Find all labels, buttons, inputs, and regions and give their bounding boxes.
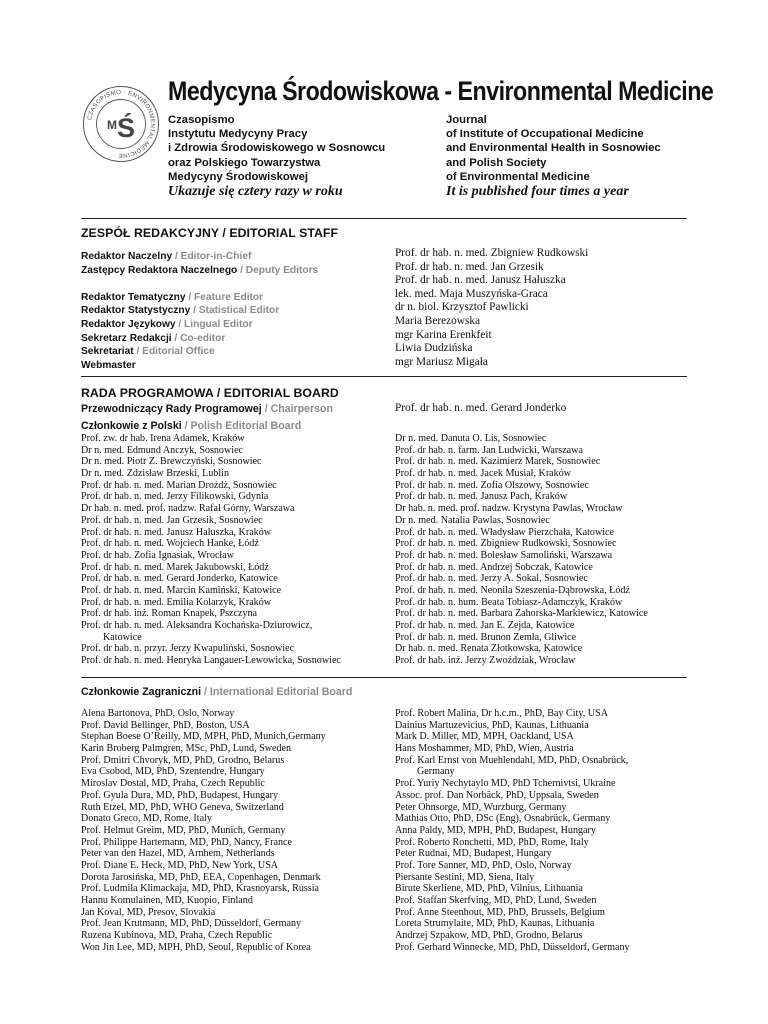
intl-label-pl: Członkowie Zagraniczni [81,686,202,698]
member-entry: Prof. zw. dr hab. Irena Adamek, Kraków [81,433,245,444]
svg-text:CZASOPISMO · ENVIRONMENTAL MED: CZASOPISMO · ENVIRONMENTAL MEDICINE · [86,88,157,160]
member-entry: Prof. dr hab. n. med. Jan Grzesik, Sosnowiec [81,514,263,526]
role-pl: Zastępcy Redaktora Naczelnego [81,264,238,276]
member-entry: Dr n. med. Danuta O. Lis, Sosnowiec [395,433,547,444]
member-entry: Prof. dr hab. n. med. Marek Jakubowski, Łódź [81,561,269,573]
member-entry: Prof. dr hab. n. med. Aleksandra Kochańska-Dziurowicz, [81,620,313,631]
staff-person: Prof. dr hab. n. med. Zbigniew Rudkowski [395,247,589,259]
editorial-board-heading: RADA PROGRAMOWA / EDITORIAL BOARD [81,386,339,400]
member-entry: Hans Moshammer, MD, PhD, Wien, Austria [395,743,574,755]
header-en-line: of Environmental Medicine [446,170,590,183]
member-entry: Prof. Jean Krutmann, MD, PhD, Düsseldorf, Germany [81,918,302,930]
member-entry: Won Jin Lee, MD, MPH, PhD, Seoul, Republic of Korea [81,941,311,953]
role-pl: Redaktor Naczelny [81,251,173,262]
member-entry: Prof. dr hab. n. przyr. Jerzy Kwapuliński, Sosnowiec [81,643,295,655]
member-entry: Prof. Anne Steenhout, MD, PhD, Brussels, Belgium [395,906,606,918]
member-entry: Assoc. prof. Dan Norbäck, PhD, Uppsala, Sweden [395,789,599,801]
role-en: / Deputy Editors [237,264,319,276]
staff-person: Prof. dr hab. n. med. Jan Grzesik [395,260,544,273]
member-entry: Piersante Sestini, MD, Siena, Italy [395,871,535,883]
member-entry: Prof. Ludmiła Klimackaja, MD, PhD, Krasnoyarsk, Russia [81,883,320,895]
frequency-en: It is published four times a year [446,184,629,199]
editorial-staff-heading: ZESPÓŁ REDAKCYJNY / EDITORIAL STAFF [81,226,339,240]
header-pl-line: oraz Polskiego Towarzystwa [168,156,321,169]
member-entry: Prof. Staffan Skerfving, MD, PhD, Lund, Sweden [395,895,597,906]
role-row [81,291,318,305]
member-entry: Prof. dr hab. n. med. Gerard Jonderko, Katowice [81,573,278,585]
staff-persons [395,247,588,369]
role-row [81,318,318,332]
role-en: / Feature Editor [185,291,264,303]
international-board-label [81,686,352,698]
member-entry: Prof. dr hab. n. med. Wojciech Hanke, Łódź [81,538,259,550]
member-entry: Prof. dr hab. n. med. Jerzy Filikowski, Gdynia [81,491,269,503]
member-entry: Prof. dr hab. n. med. Andrzej Sobczak, Katowice [395,561,593,573]
member-entry: Karin Broberg Palmgren, MSc, PhD, Lund, Sweden [81,743,292,755]
member-entry: Prof. dr hab. n. med. Jan E. Zejda, Katowice [395,620,575,631]
member-entry: Dorota Jarosińska, MD, PhD, EEA, Copenhagen, Denmark [81,871,321,883]
member-entry: Miroslav Dostal, MD, Praha, Czech Republic [81,778,265,790]
member-entry: Prof. Diane E. Heck, MD, PhD, New York, USA [81,859,279,871]
role-pl: Webmaster [81,359,136,371]
member-entry: Anna Paldy, MD, MPH, PhD, Budapest, Hungary [395,824,596,836]
member-entry: Germany [417,766,455,778]
member-entry: Loreta Strumylaite, MD, PhD, Kaunas, Lithuania [395,918,595,930]
member-entry: Dr hab. n. med. prof. nadzw. Krystyna Pawlas, Wrocław [395,503,623,515]
member-entry: Prof. Gyula Dura, MD, PhD, Budapest, Hungary [81,789,279,801]
member-entry: Dr n. med. Natalia Pawlas, Sosnowiec [395,514,550,526]
member-entry: Prof. dr hab. n. med. Emilia Kolarzyk, Kraków [81,596,272,608]
member-entry: Eva Csobod, MD, PhD, Szentendre, Hungary [81,766,265,778]
intl-label-en: / International Editorial Board [201,686,353,698]
member-entry: Dr n. med. Piotr Z. Brewczyński, Sosnowiec [81,456,262,468]
polish-label-en: / Polish Editorial Board [181,420,302,432]
journal-title: Medycyna Środowiskowa - Environmental Medicine [168,76,714,106]
member-entry: Prof. dr hab. n. hum. Beata Tobiasz-Adamczyk, Kraków [395,596,623,608]
polish-board-right [395,433,648,667]
header-en-line: and Environmental Health in Sosnowiec [446,142,661,155]
member-entry: Ruzena Kubinova, MD, Praha, Czech Republic [81,930,273,942]
member-entry: Jan Koval, MD, Presov, Slovakia [81,906,216,918]
member-entry: Prof. Gerhard Winnecke, MD, PhD, Düsseldorf, Germany [395,941,630,953]
member-entry: Prof. dr hab. n. med. Jerzy A. Sokal, Sosnowiec [395,573,588,585]
role-en: / Editorial Office [133,346,215,358]
member-entry: Prof. Dmitri Chvoryk, MD, PhD, Grodno, Belarus [81,754,285,766]
chairperson-name: Prof. dr hab. n. med. Gerard Jonderko [395,402,567,414]
member-entry: Prof. Tore Sanner, MD, PhD, Oslo, Norway [395,859,572,871]
member-entry: Dainius Martuzevicius, PhD, Kaunas, Lithuania [395,719,589,731]
staff-person: Prof. dr hab. n. med. Janusz Hałuszka [395,274,566,287]
header-en [446,113,661,184]
international-board-left [81,708,326,953]
chair-label-en: / Chairperson [261,403,333,415]
journal-logo-seal [82,85,160,163]
member-entry: Dr hab. n. med. prof. nadzw. Rafał Górny, Warszawa [81,503,295,515]
header-en-line: of Institute of Occupational Medicine [446,128,644,141]
staff-roles [81,250,318,372]
polish-label-pl: Członkowie z Polski [81,420,182,432]
member-entry: Ruth Etzel, MD, PhD, WHO Geneva, Switzerland [81,801,284,813]
staff-person: dr n. biol. Krzysztof Pawlicki [395,301,529,314]
member-entry: Prof. Roberto Ronchetti, MD, PhD, Rome, Italy [395,836,589,848]
member-entry: Prof. dr hab. n. farm. Jan Ludwicki, Warszawa [395,444,583,456]
member-entry: Andrzej Szpakow, MD, PhD, Grodno, Belarus [395,930,583,942]
member-entry: Prof. Karl Ernst von Muehlendahl, MD, PhD, Osnabrück, [395,754,629,766]
member-entry: Prof. dr hab. Zofia Ignasiak, Wrocław [81,549,235,561]
member-entry: Hannu Komulainen, MD, Kuopio, Finland [81,895,253,906]
member-entry: Donato Greco, MD, Rome, Italy [81,813,212,825]
role-row [81,304,318,318]
member-entry: Dr n. med. Zdzisław Brzeski, Lublin [81,468,230,480]
header-pl-line: Medycyny Środowiskowej [168,170,308,183]
staff-person: Maria Berezowska [395,314,481,327]
member-entry: Peter van den Hazel, MD, Arnhem, Netherlands [81,848,275,860]
role-row [81,277,318,291]
role-row [81,264,318,278]
member-entry: Prof. Helmut Greim, MD, PhD, Munich, Germany [81,824,286,836]
role-en: / Statistical Editor [190,305,280,317]
role-pl: Redaktor Statystyczny [81,305,191,317]
role-row [81,359,318,373]
divider [81,376,687,377]
role-pl: Redaktor Językowy [81,318,176,330]
header-pl-line: i Zdrowia Środowiskowego w Sosnowcu [168,142,386,155]
staff-person: lek. med. Maja Muszyńska-Graca [395,287,548,300]
frequency-pl: Ukazuje się cztery razy w roku [168,184,343,199]
member-entry: Prof. dr hab. n. med. Brunon Zemła, Gliwice [395,631,577,643]
member-entry: Katowice [103,631,142,643]
member-entry: Mark D. Miller, MD, MPH, Oackland, USA [395,731,574,743]
svg-text:Ś: Ś [116,113,136,143]
role-pl: Sekretariat [81,346,134,358]
member-entry: Prof. dr hab. n. med. Henryka Langauer-Lewowicka, Sosnowiec [81,655,341,667]
member-entry: Prof. Robert Malina, Dr h.c.m., PhD, Bay City, USA [395,708,608,719]
member-entry: Prof. dr hab. n. med. Zbigniew Rudkowski, Sosnowiec [395,538,617,550]
member-entry: Prof. dr hab. inż. Roman Knapek, Pszczyna [81,608,258,620]
header-en-line: Journal [446,114,487,126]
member-entry: Prof. dr hab. n. med. Janusz Pach, Kraków [395,491,568,503]
member-entry: Stephan Boese O’Reilly, MD, MPH, PhD, Munich,Germany [81,731,326,743]
chair-label-pl: Przewodniczący Rady Programowej [81,403,262,415]
svg-text:M: M [107,118,117,132]
member-entry: Prof. dr hab. n. med. Neonila Szeszenia-Dąbrowska, Łódź [395,584,630,596]
member-entry: Prof. dr hab. n. med. Władysław Pierzchała, Katowice [395,526,615,538]
member-entry: Prof. Yuriy Nechytaylo MD, PhD Tchernivtsi, Ukraine [395,778,616,790]
staff-person: Liwia Dudzińska [395,342,473,355]
role-row [81,332,318,346]
member-entry: Peter Rudnai, MD, Budapest, Hungary [395,848,552,860]
role-en: / Co-editor [171,332,226,344]
role-en: / Editor-in-Chief [172,251,252,262]
member-entry: Prof. dr hab. n. med. Bolesław Samoliński, Warszawa [395,549,613,561]
polish-board-label [81,420,301,432]
member-entry: Prof. dr hab. n. med. Zofia Olszowy, Sosnowiec [395,479,589,491]
member-entry: Peter Ohnsorge, MD, Wurzburg, Germany [395,801,567,813]
member-entry: Prof. dr hab. n. med. Barbara Zahorska-Markiewicz, Katowice [395,608,648,620]
staff-person: mgr Karina Erenkfeit [395,328,492,341]
member-entry: Prof. dr hab. inż. Jerzy Zwoździak, Wrocław [395,655,576,667]
member-entry: Prof. dr hab. n. med. Marian Drożdż, Sosnowiec [81,479,277,491]
member-entry: Prof. dr hab. n. med. Jacek Musiał, Kraków [395,468,572,480]
member-entry: Prof. Philippe Hartemann, MD, PhD, Nancy, France [81,836,292,848]
member-entry: Prof. David Bellinger, PhD, Boston, USA [81,719,250,731]
polish-board-left [81,433,341,667]
staff-person: mgr Mariusz Migała [395,355,488,368]
chairperson-label [81,403,333,415]
role-pl: Sekretarz Redakcji [81,332,172,344]
member-entry: Prof. dr hab. n. med. Kazimierz Marek, Sosnowiec [395,456,601,468]
role-pl: Redaktor Tematyczny [81,291,186,303]
header-en-line: and Polish Society [446,156,547,169]
header-pl-line: Czasopismo [168,114,235,126]
member-entry: Prof. dr hab. n. med. Janusz Hałuszka, Kraków [81,526,272,538]
role-row [81,345,318,359]
member-entry: Dr n. med. Edmund Anczyk, Sosnowiec [81,444,244,456]
international-board-right [395,708,630,953]
member-entry: Dr hab. n. med. Renata Złotkowska, Katowice [395,643,583,655]
role-row [81,250,318,264]
header-pl-line: Instytutu Medycyny Pracy [168,128,308,141]
member-entry: Mathias Otto, PhD, DSc (Eng), Osnabrück, Germany [395,813,611,825]
member-entry: Prof. dr hab. n. med. Marcin Kamiński, Katowice [81,584,282,596]
divider [81,218,687,219]
member-entry: Alena Bartonova, PhD, Oslo, Norway [81,708,235,719]
role-en: / Lingual Editor [175,318,253,330]
member-entry: Birute Skerliene, MD, PhD, Vilnius, Lithuania [395,883,583,895]
divider [81,677,687,678]
header-pl [168,113,385,184]
